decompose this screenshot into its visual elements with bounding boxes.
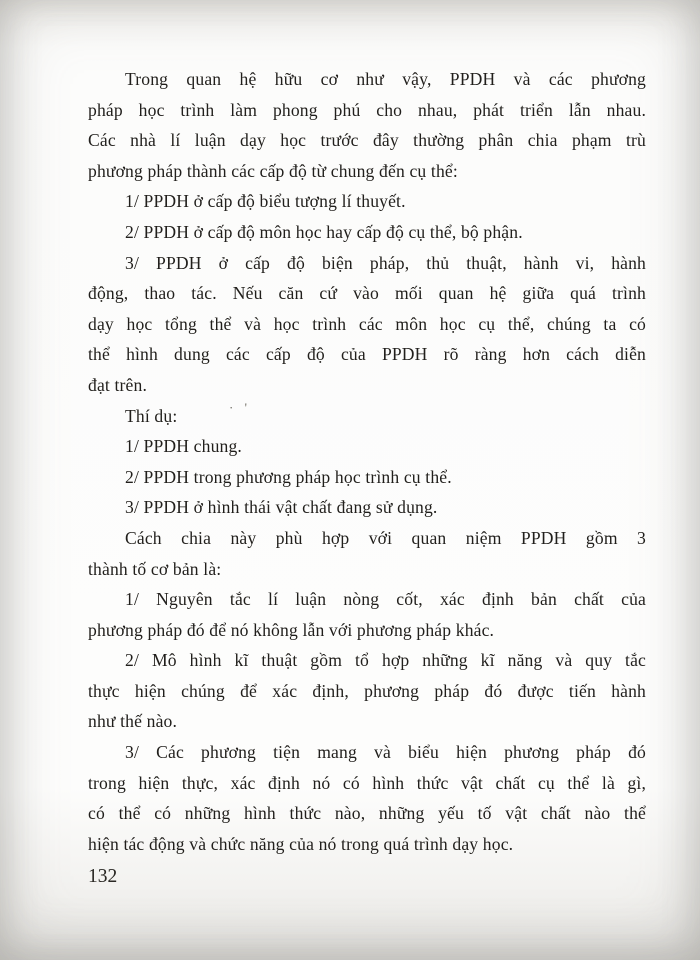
- text-line: pháp học trình làm phong phú cho nhau, phát triển lẫn nhau.: [88, 99, 646, 120]
- text-line: như thế nào.: [88, 711, 178, 732]
- text-line: dạy học tổng thể và học trình các môn học cụ thể, chúng ta có: [88, 313, 646, 334]
- paragraph: [88, 492, 646, 523]
- paragraph: [88, 523, 646, 584]
- paragraph: [88, 64, 646, 186]
- paragraph: [88, 431, 646, 462]
- text-line: 1/ Nguyên tắc lí luận nòng cốt, xác định bản chất của: [125, 589, 646, 610]
- page-number: 132: [88, 866, 118, 887]
- text-line: Trong quan hệ hữu cơ như vậy, PPDH và các phương: [125, 69, 646, 89]
- paragraph: [88, 186, 646, 217]
- text-line: 1/ PPDH chung.: [125, 436, 242, 457]
- text-line: 3/ PPDH ở hình thái vật chất đang sử dụng.: [125, 497, 438, 518]
- document-body: [88, 64, 646, 859]
- paragraph: [88, 737, 646, 859]
- text-line: 3/ Các phương tiện mang và biểu hiện phương pháp đó: [125, 742, 646, 763]
- paragraph: [88, 584, 646, 645]
- paragraph: [88, 217, 646, 248]
- scan-artifact-mark: · ': [229, 400, 251, 415]
- text-line: thực hiện chúng để xác định, phương pháp đó được tiến hành: [88, 680, 646, 701]
- text-line: 2/ PPDH ở cấp độ môn học hay cấp độ cụ thể, bộ phận.: [125, 221, 523, 242]
- text-line: Thí dụ:: [125, 405, 178, 426]
- text-line: phương pháp thành các cấp độ từ chung đến cụ thể:: [88, 160, 458, 181]
- text-line: phương pháp đó để nó không lẫn với phương pháp khác.: [88, 619, 495, 640]
- text-line: động, thao tác. Nếu căn cứ vào mối quan hệ giữa quá trình: [88, 283, 646, 304]
- paragraph: [88, 462, 646, 493]
- text-line: hiện tác động và chức năng của nó trong quá trình dạy học.: [88, 833, 514, 854]
- text-line: đạt trên.: [88, 374, 147, 395]
- text-line: trong hiện thực, xác định nó có hình thức vật chất cụ thể là gì,: [88, 772, 646, 793]
- paragraph: [88, 248, 646, 401]
- paragraph: [88, 645, 646, 737]
- text-line: Cách chia này phù hợp với quan niệm PPDH gồm 3: [125, 527, 646, 548]
- text-line: 2/ PPDH trong phương pháp học trình cụ thể.: [125, 466, 452, 487]
- text-line: thành tố cơ bản là:: [88, 558, 222, 579]
- text-line: có thể có những hình thức nào, những yếu tố vật chất nào thể: [88, 803, 646, 824]
- text-line: Các nhà lí luận dạy học trước đây thường phân chia phạm trù: [88, 130, 646, 151]
- text-line: thể hình dung các cấp độ của PPDH rõ ràng hơn cách diễn: [88, 344, 646, 365]
- text-line: 3/ PPDH ở cấp độ biện pháp, thủ thuật, hành vi, hành: [125, 252, 646, 273]
- text-line: 1/ PPDH ở cấp độ biểu tượng lí thuyết.: [125, 191, 406, 212]
- paragraph: [88, 401, 646, 432]
- text-line: 2/ Mô hình kĩ thuật gồm tổ hợp những kĩ năng và quy tắc: [125, 650, 646, 671]
